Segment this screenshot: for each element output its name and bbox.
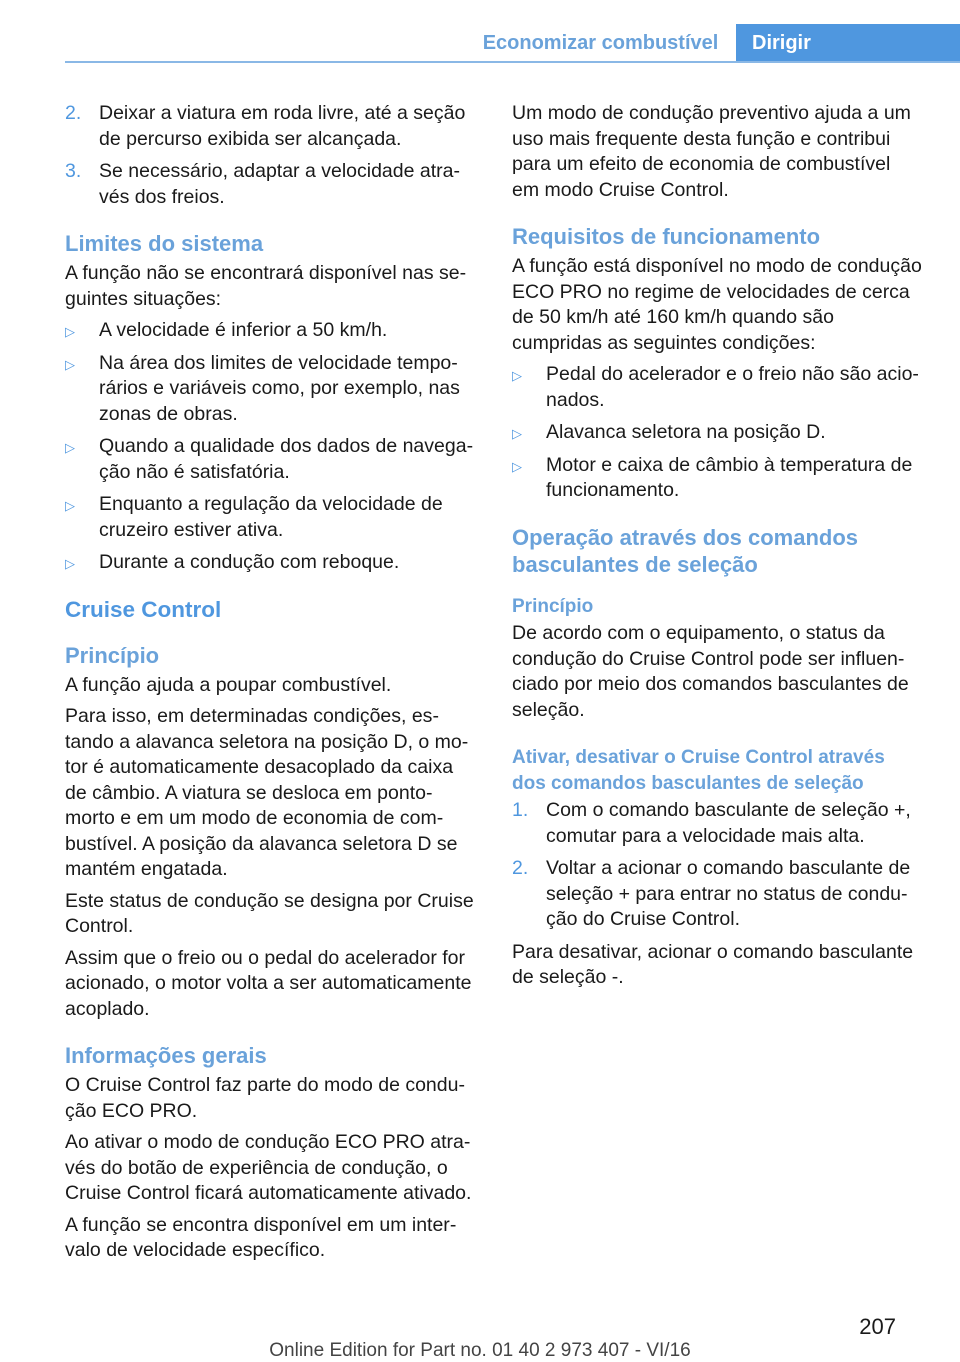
triangle-bullet-icon: ▷ <box>65 324 75 339</box>
step-number: 3. <box>65 160 82 182</box>
list-item: ▷ Na área dos limites de velocidade temporários e variáveis como, por exemplo, nas zonas de obras. <box>65 351 460 425</box>
paragraph: A função se encontra disponível em um intervalo de velocidade específico. <box>65 1213 457 1261</box>
step-number: 1. <box>512 799 529 821</box>
page-number: 207 <box>859 1314 896 1339</box>
paragraph: Ao ativar o modo de condução ECO PRO através do botão de experiência de condução, o Cruise Control ficará automaticamente ativado. <box>65 1131 472 1204</box>
step-number: 2. <box>512 857 529 879</box>
step-item <box>512 856 922 933</box>
general-info-heading: Informações gerais <box>65 1043 267 1068</box>
page-header <box>0 24 960 62</box>
step-text: Deixar a viatura em roda livre, até a seção de percurso exibida ser alcançada. <box>99 102 466 150</box>
list-item: ▷ Pedal do acelerador e o freio não são acionados. <box>512 363 919 411</box>
step-item <box>512 798 922 849</box>
step-item <box>65 159 480 210</box>
chapter-tab: Dirigir <box>736 24 960 62</box>
triangle-bullet-icon: ▷ <box>512 426 522 441</box>
paragraph: Este status de condução se designa por Cruise Control. <box>65 889 474 937</box>
section-tab: Economizar combustível <box>482 32 719 54</box>
triangle-bullet-icon: ▷ <box>512 458 522 474</box>
operation-principle-heading: Princípio <box>512 595 594 617</box>
requirements-intro: A função está disponível no modo de condução ECO PRO no regime de velocidades de cerca de 50 km/h até 160 km/h quando são cumpridas as seguintes condições: <box>512 255 922 354</box>
triangle-bullet-icon: ▷ <box>65 356 75 372</box>
list-item: ▷ Quando a qualidade dos dados de navegação não é satisfatória. <box>65 435 474 483</box>
intro-paragraph: Um modo de condução preventivo ajuda a um uso mais frequente desta função e contribui para um efeito de economia de combustível em modo Cruise Control. <box>512 102 911 201</box>
limits-heading: Limites do sistema <box>65 231 264 256</box>
limits-list <box>65 318 480 576</box>
left-column <box>65 101 480 1270</box>
list-item: ▷ Enquanto a regulação da velocidade de cruzeiro estiver ativa. <box>65 493 443 541</box>
limits-intro: A função não se encontrará disponível nas seguintes situações: <box>65 262 467 310</box>
list-item: ▷ A velocidade é inferior a 50 km/h. <box>65 318 480 344</box>
cruise-control-heading: Cruise Control <box>65 596 222 622</box>
edition-footer: Online Edition for Part no. 01 40 2 973 407 - VI/16 <box>269 1340 691 1361</box>
triangle-bullet-icon: ▷ <box>65 556 75 571</box>
step-item <box>65 101 480 152</box>
requirements-list <box>512 362 922 504</box>
step-text: Se necessário, adaptar a velocidade através dos freios. <box>99 160 460 208</box>
list-item: ▷ Alavanca seletora na posição D. <box>512 420 922 446</box>
paragraph: O Cruise Control faz parte do modo de condução ECO PRO. <box>65 1074 465 1122</box>
triangle-bullet-icon: ▷ <box>512 368 522 383</box>
requirements-heading: Requisitos de funcionamento <box>512 224 821 249</box>
paragraph: Assim que o freio ou o pedal do acelerador for acionado, o motor volta a ser automaticamente acoplado. <box>65 946 472 1020</box>
principle-heading: Princípio <box>65 642 160 668</box>
activate-heading: Ativar, desativar o Cruise Control através dos comandos basculantes de seleção <box>512 747 885 794</box>
activate-steps-list <box>512 798 922 933</box>
paragraph: A função ajuda a poupar combustível. <box>65 673 392 696</box>
paragraph: Para desativar, acionar o comando basculante de seleção -. <box>512 940 914 988</box>
operation-heading: Operação através dos comandos basculantes de seleção <box>512 524 859 577</box>
right-column <box>512 101 922 997</box>
step-text: Voltar a acionar o comando basculante de seleção + para entrar no status de condução do Cruise Control. <box>546 857 911 930</box>
continued-steps-list <box>65 101 480 210</box>
list-item: ▷ Durante a condução com reboque. <box>65 550 480 576</box>
paragraph: Para isso, em determinadas condições, estando a alavanca seletora na posição D, o motor é automaticamente desacoplado da caixa de câmbio. A viatura se desloca em ponto-morto e em um modo de economia de combustível. A posição da alavanca seletora D se mantém engatada. <box>65 705 469 880</box>
step-text: Com o comando basculante de seleção +, comutar para a velocidade mais alta. <box>546 799 911 847</box>
triangle-bullet-icon: ▷ <box>65 440 75 455</box>
paragraph: De acordo com o equipamento, o status da condução do Cruise Control pode ser influenciado por meio dos comandos basculantes de seleção. <box>512 622 909 721</box>
step-number: 2. <box>65 102 82 124</box>
header-divider <box>65 61 960 63</box>
list-item: ▷ Motor e caixa de câmbio à temperatura de funcionamento. <box>512 453 913 501</box>
triangle-bullet-icon: ▷ <box>65 498 75 513</box>
